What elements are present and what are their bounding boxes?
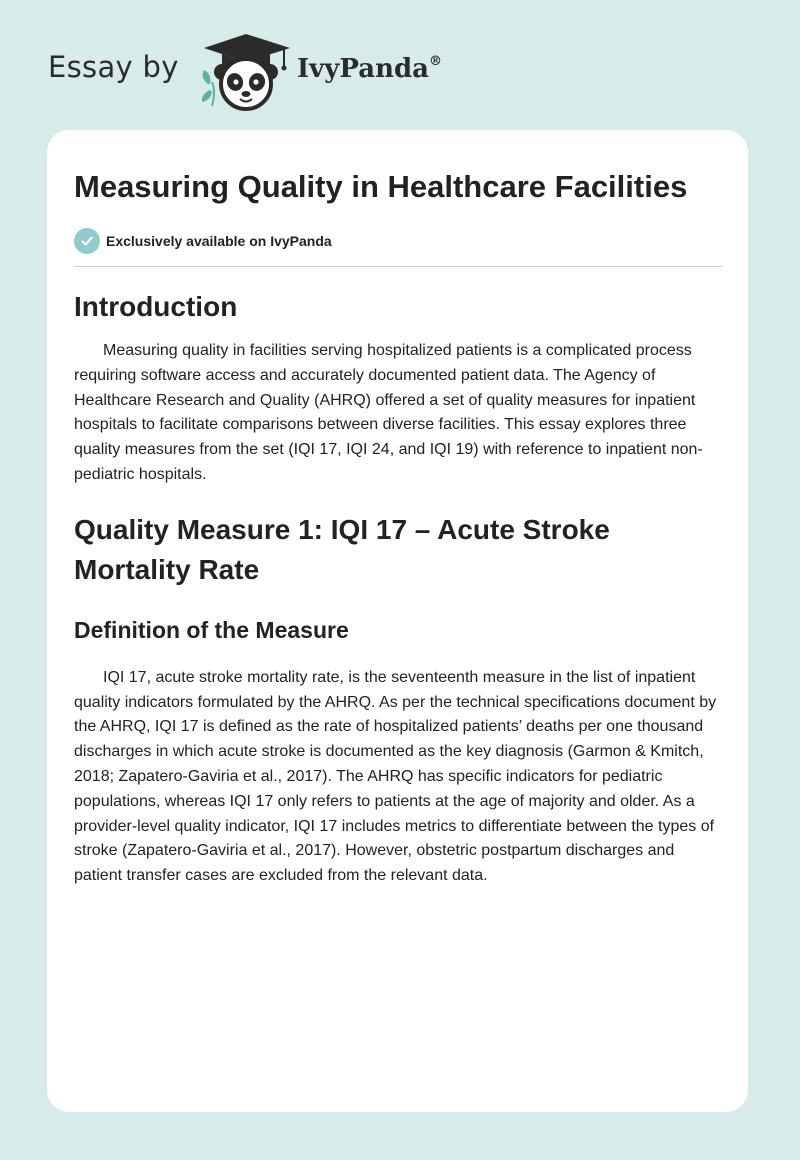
introduction-heading: Introduction [74,291,238,322]
site-header [0,0,800,130]
quality-measure-heading: Quality Measure 1: IQI 17 – Acute Stroke Mortality Rate [74,513,610,585]
essay-by-label: Essay by [48,50,179,84]
introduction-paragraph: Measuring quality in facilities serving hospitalized patients is a complicated process requiring software access and accurately documented patient data. The Agency of Healthcare Research and Quality (AHRQ) offered a set of quality measures for inpatient hospitals to facilitate comparisons between diverse facilities. This essay explores three quality measures from the set (IQI 17, IQI 24, and IQI 19) with reference to inpatient non-pediatric hospitals. [74,342,703,483]
registered-mark: ® [429,54,443,69]
brand-name[interactable] [297,54,442,84]
essay-card [47,130,748,1112]
exclusive-badge [74,227,722,255]
brand-name-text: IvyPanda [297,54,430,84]
check-icon [74,228,100,254]
definition-paragraph: IQI 17, acute stroke mortality rate, is the seventeenth measure in the list of inpatient quality indicators formulated by the AHRQ. As per the technical specifications document by the AHRQ, IQI 17 is defined as the rate of hospitalized patients’ deaths per one thousand discharges in which acute stroke is documented as the key diagnosis (Garmon & Kmitch, 2018; Zapatero-Gaviria et al., 2017). The AHRQ has specific indicators for pediatric populations, whereas IQI 17 only refers to patients at the age of majority and older. As a provider-level quality indicator, IQI 17 includes metrics to differentiate between the types of stroke (Zapatero-Gaviria et al., 2017). However, obstetric postpartum discharges and patient transfer cases are excluded from the relevant data. [74,668,717,885]
essay-title: Measuring Quality in Healthcare Facilities [74,169,688,204]
exclusive-label: Exclusively available on IvyPanda [106,233,332,249]
title-divider [74,266,722,267]
definition-subheading: Definition of the Measure [74,616,349,643]
panda-logo-icon[interactable] [198,32,294,112]
